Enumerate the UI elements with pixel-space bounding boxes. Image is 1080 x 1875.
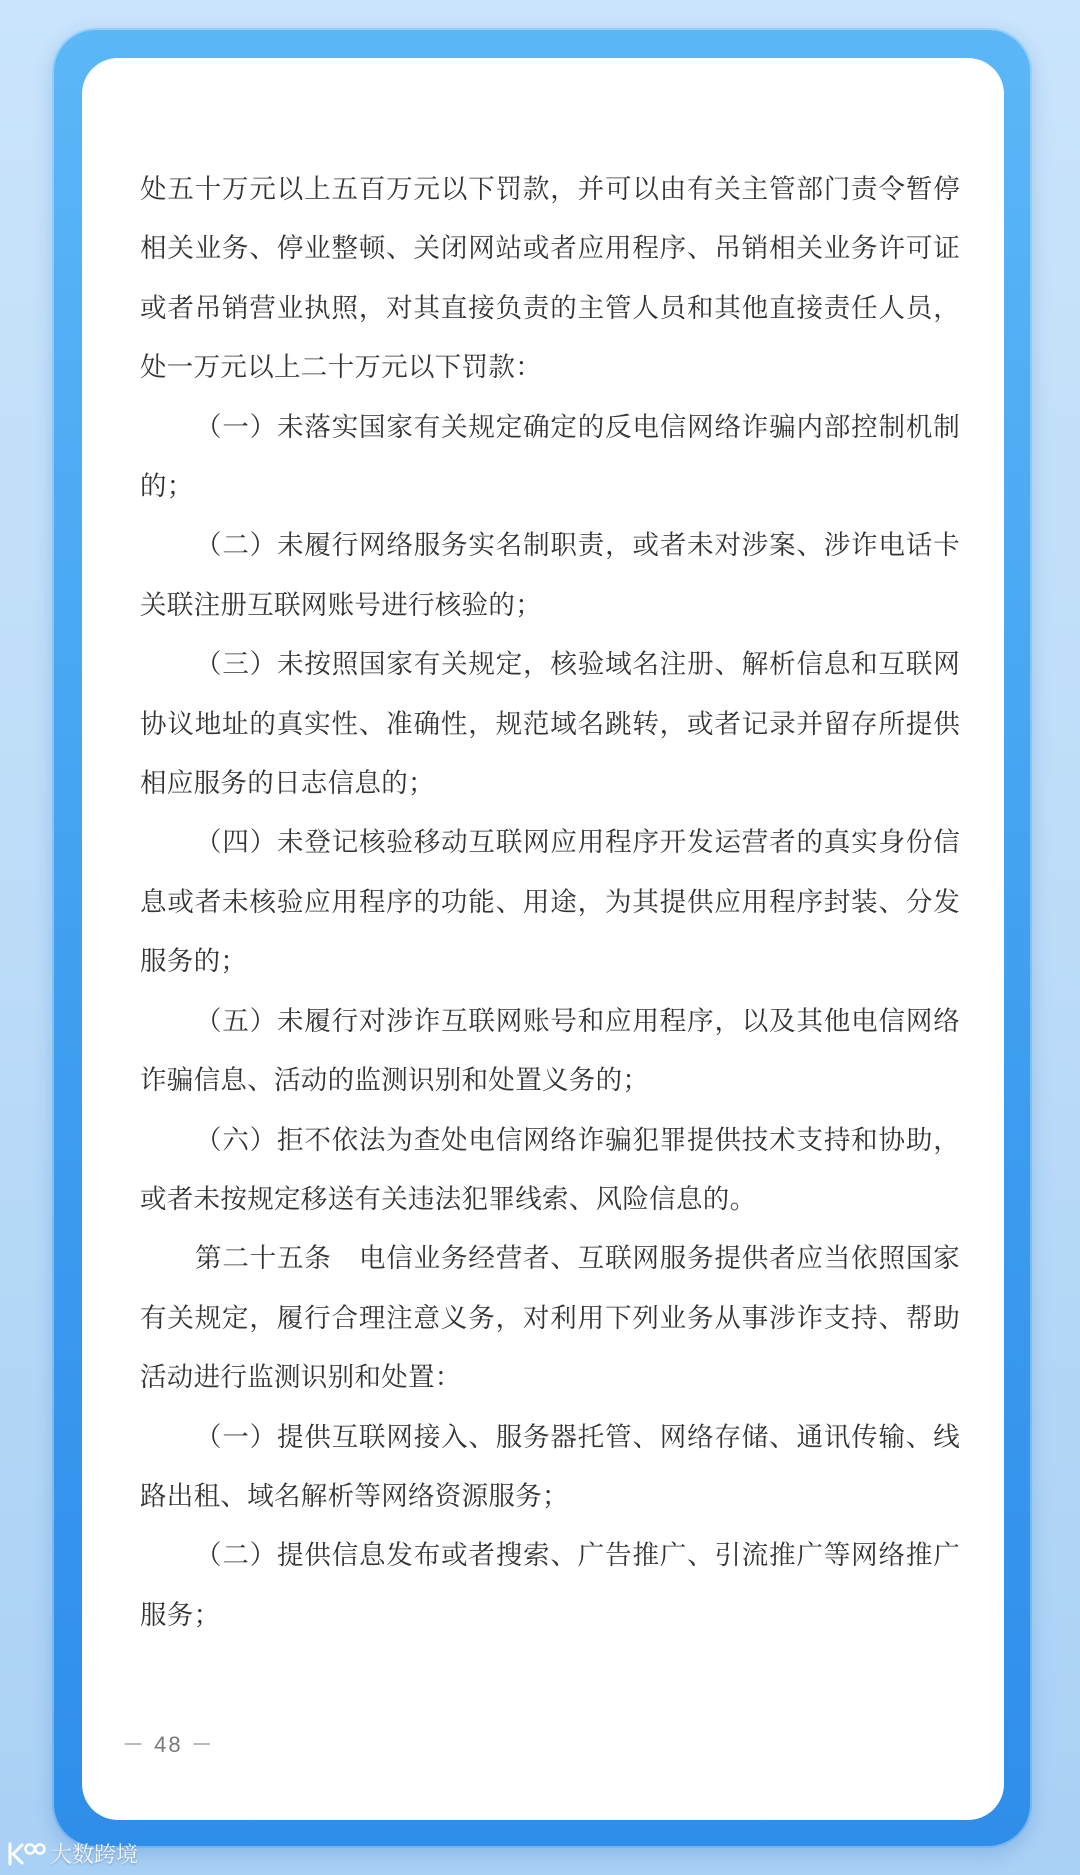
paragraph-item-4: （四）未登记核验移动互联网应用程序开发运营者的真实身份信息或者未核验应用程序的功能、用途，为其提供应用程序封装、分发服务的；	[140, 827, 960, 978]
watermark-text: 大数跨境	[50, 1843, 139, 1868]
paragraph-item-6: （六）拒不依法为查处电信网络诈骗犯罪提供技术支持和协助，或者未按规定移送有关违法犯罪线索、风险信息的。	[140, 1124, 960, 1215]
document-body	[140, 160, 960, 1645]
watermark	[6, 1838, 138, 1869]
paragraph-item-2: （二）未履行网络服务实名制职责，或者未对涉案、涉诈电话卡关联注册互联网账号进行核验的；	[140, 530, 960, 621]
page-number: － 48 －	[122, 1732, 215, 1757]
article-25-paragraph: 第二十五条 电信业务经营者、互联网服务提供者应当依照国家有关规定，履行合理注意义务，对利用下列业务从事涉诈支持、帮助活动进行监测识别和处置：	[140, 1243, 960, 1394]
paragraph-item-3: （三）未按照国家有关规定，核验域名注册、解析信息和互联网协议地址的真实性、准确性，规范域名跳转，或者记录并留存所提供相应服务的日志信息的；	[140, 649, 960, 800]
k-logo-icon	[6, 1841, 46, 1867]
paragraph-item-5: （五）未履行对涉诈互联网账号和应用程序，以及其他电信网络诈骗信息、活动的监测识别和处置义务的；	[140, 1005, 960, 1097]
paragraph-continuation: 处五十万元以上五百万元以下罚款，并可以由有关主管部门责令暂停相关业务、停业整顿、关闭网站或者应用程序、吊销相关业务许可证或者吊销营业执照，对其直接负责的主管人员和其他直接责任人员，处一万元以上二十万元以下罚款：	[140, 174, 960, 384]
article-25-item-1: （一）提供互联网接入、服务器托管、网络存储、通讯传输、线路出租、域名解析等网络资源服务；	[140, 1421, 960, 1512]
article-25-item-2: （二）提供信息发布或者搜索、广告推广、引流推广等网络推广服务；	[140, 1540, 960, 1631]
paragraph-item-1: （一）未落实国家有关规定确定的反电信网络诈骗内部控制机制的；	[140, 411, 960, 503]
